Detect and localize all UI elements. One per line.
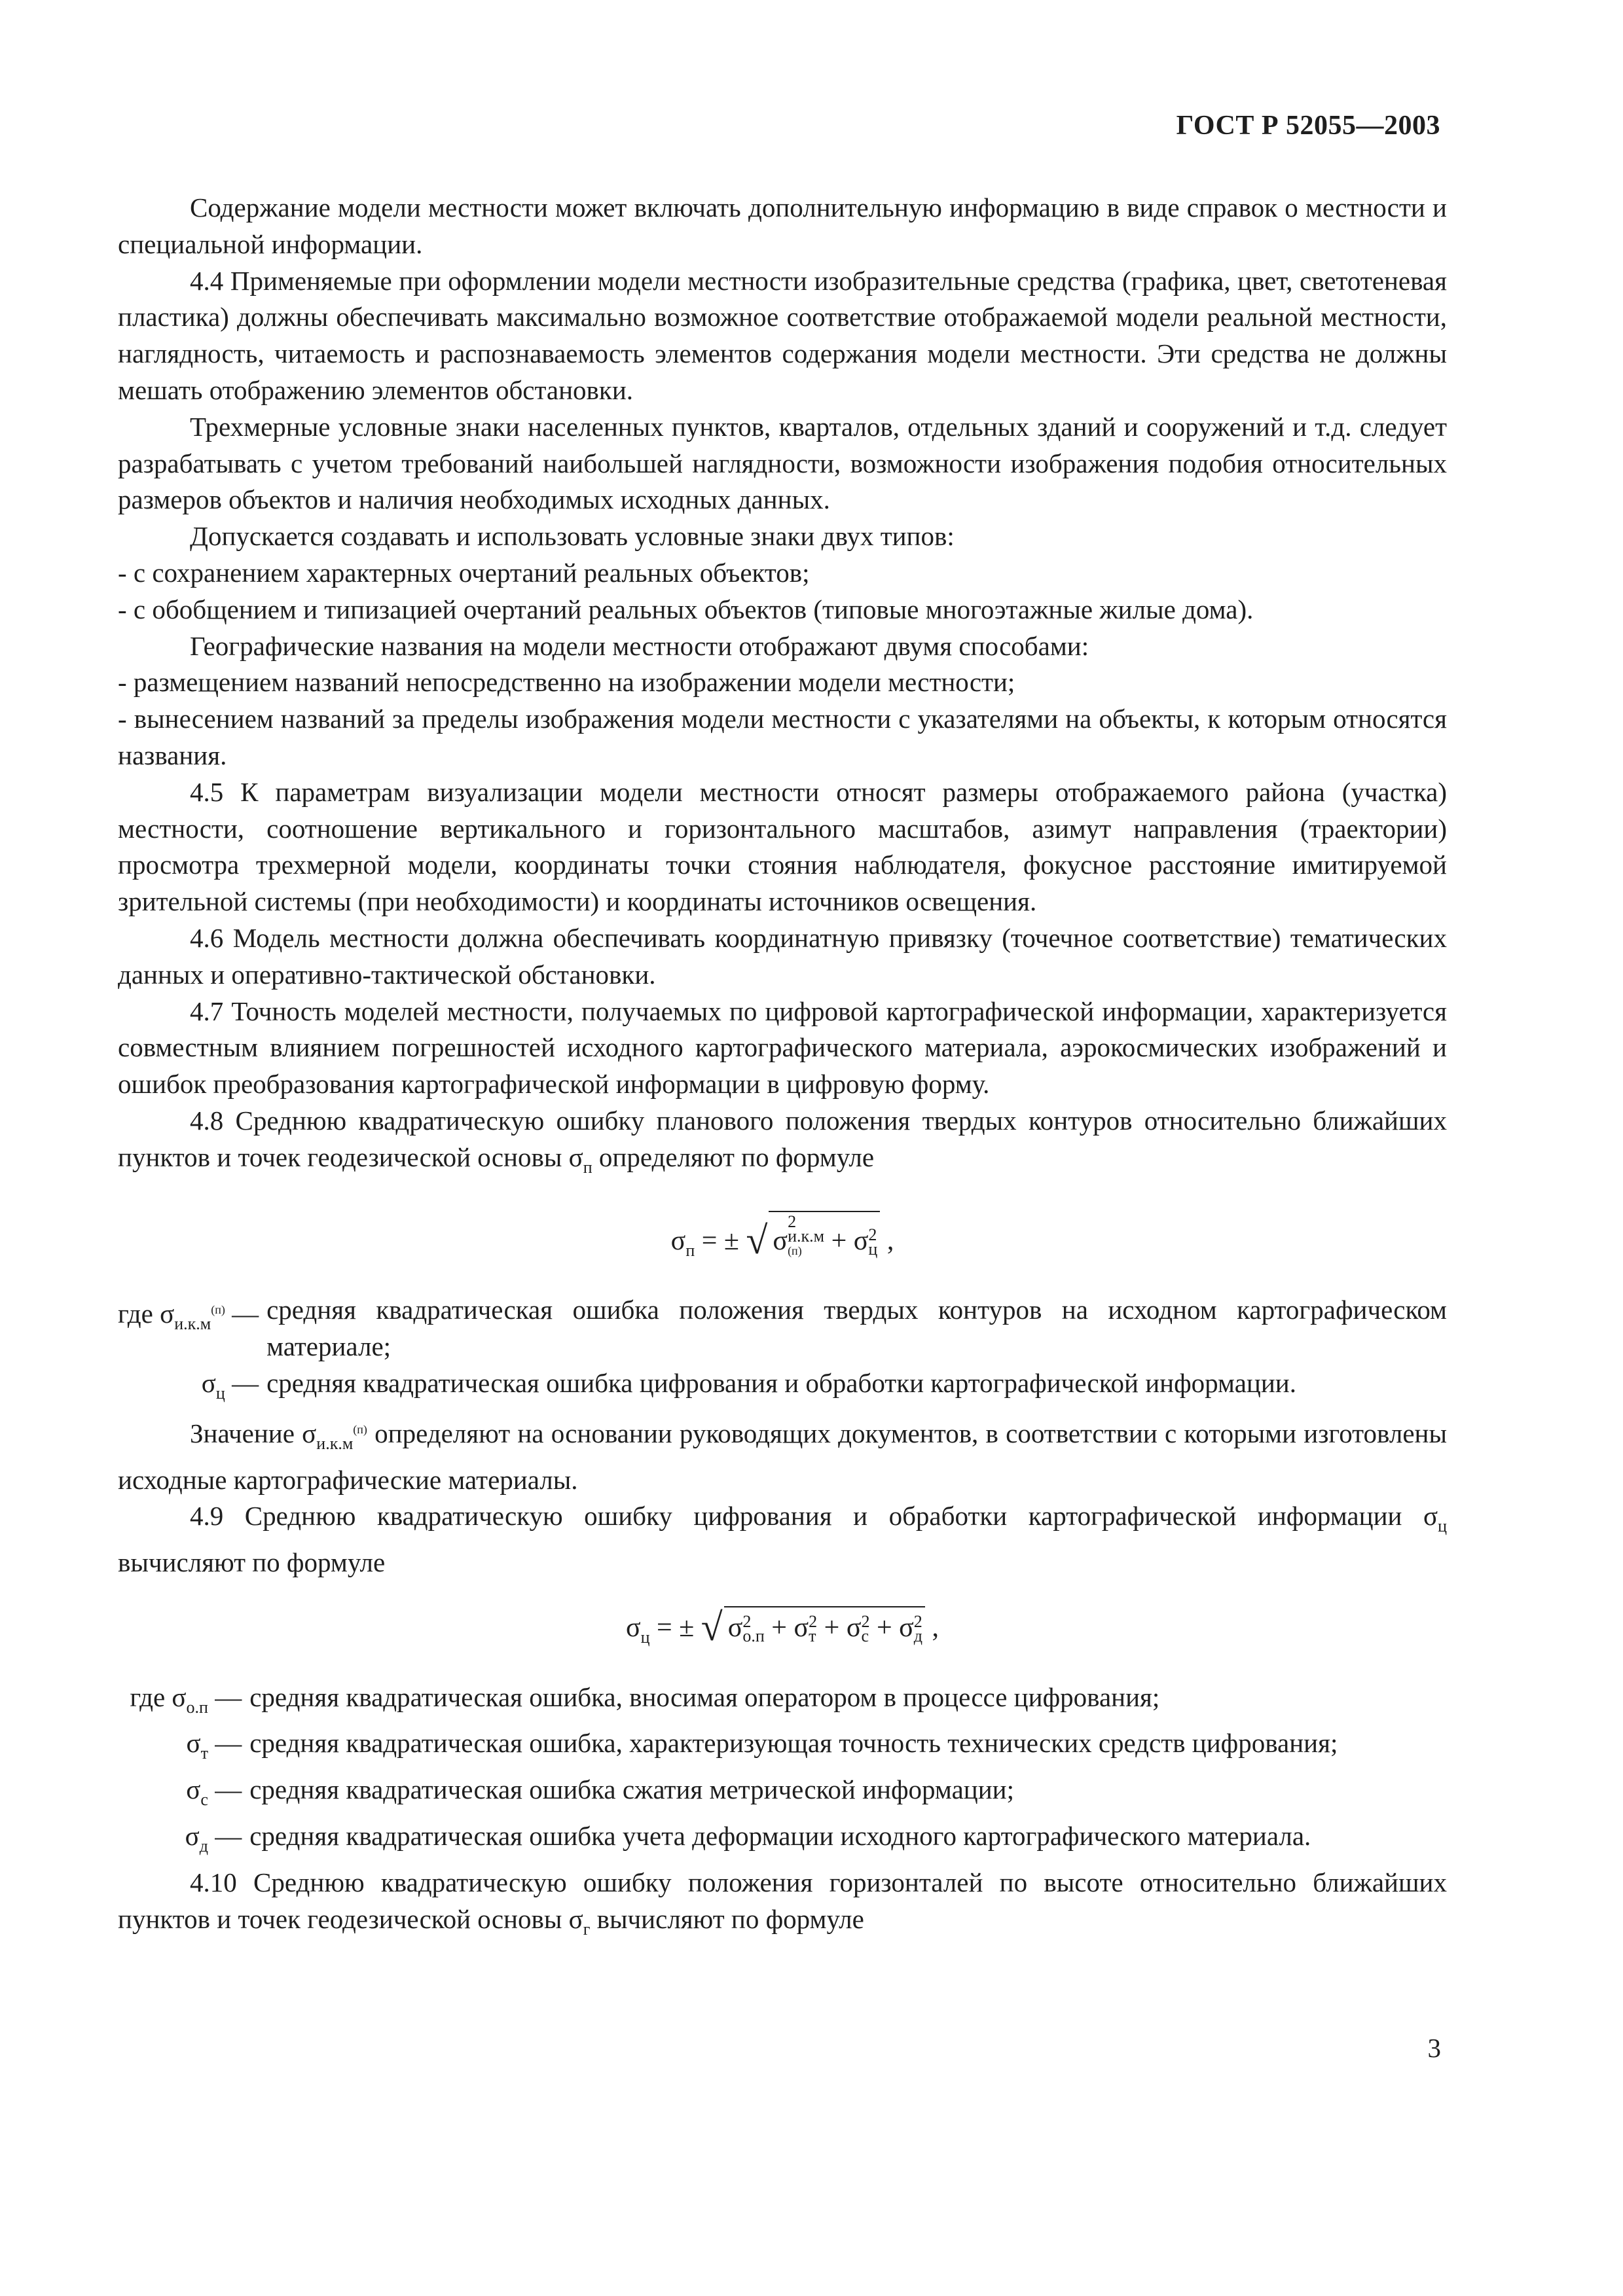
paragraph-4-7: 4.7 Точность моделей местности, получаемых по цифровой картографической информации, характеризуется совместным влиянием погрешностей исходного картографического материала, аэрокосмических изображений и ошибок преобразования картографической информации в цифровую форму. bbox=[118, 996, 1447, 1100]
page-number: 3 bbox=[1427, 2033, 1441, 2063]
paragraph: Допускается создавать и использовать условные знаки двух типов: bbox=[190, 521, 955, 552]
paragraph-4-4: 4.4 Применяемые при оформлении модели местности изобразительные средства (графика, цвет, светотеневая пластика) должны обеспечивать максимально возможное соответствие отображаемой модели реальной местности, наглядность, читаемость и распознаваемость элементов содержания модели местности. Эти средства не должны мешать отображению элементов обстановки. bbox=[118, 265, 1447, 405]
list-item: - вынесением названий за пределы изображения модели местности с указателями на объекты, к которым относятся названия. bbox=[118, 704, 1447, 770]
radicand: σ 2 и.к.м (п) + σ 2 ц bbox=[769, 1211, 880, 1260]
document-header: ГОСТ Р 52055—2003 bbox=[1176, 111, 1440, 141]
document-body bbox=[118, 190, 1447, 1947]
paragraph-4-5: 4.5 К параметрам визуализации модели местности относят размеры отображаемого района (участка) местности, соотношение вертикального и горизонтального масштабов, азимут направления (траектории) просмотра трехмерной модели, координаты точки стояния наблюдателя, фокусное расстояние имитируемой зрительной системы (при необходимости) и координаты источников освещения. bbox=[118, 776, 1447, 917]
definition-row: $\sigma_ц$ — средняя квадратическая ошибка цифрования и обработки картографической информации. bbox=[201, 1367, 1296, 1403]
definition-row: $\sigma_с$ — средняя квадратическая ошибка сжатия метрической информации; bbox=[186, 1774, 1014, 1810]
paragraph: Содержание модели местности может включать дополнительную информацию в виде справок о местности и специальной информации. bbox=[118, 192, 1447, 259]
formula-sigma-p: $\sigma_п$ = ± √ σ 2 и.к.м (п) + σ 2 ц , bbox=[670, 1211, 894, 1262]
paragraph: Географические названия на модели местности отображают двумя способами: bbox=[190, 630, 1089, 661]
definitions-formula-1 bbox=[118, 1292, 1447, 1411]
definition-row: где $\sigma_{о.п}$ — средняя квадратическая ошибка, вносимая оператором в процессе цифрования; bbox=[130, 1681, 1160, 1717]
list-item: - с сохранением характерных очертаний реальных объектов; bbox=[118, 557, 810, 588]
sqrt-icon: √ bbox=[746, 1218, 768, 1262]
paragraph-4-6: 4.6 Модель местности должна обеспечивать координатную привязку (точечное соответствие) тематических данных и оперативно-тактической обстановки. bbox=[118, 922, 1447, 990]
sqrt-icon: √ bbox=[701, 1605, 723, 1649]
formula-sigma-c: $\sigma_ц$ = ± √ σ 2 о.п + σ 2 т + σ 2 с + σ 2 д , bbox=[625, 1605, 939, 1649]
list-item: - с обобщением и типизацией очертаний реальных объектов (типовые многоэтажные жилые дома). bbox=[118, 594, 1254, 624]
definition-row: $\sigma_д$ — средняя квадратическая ошибка учета деформации исходного картографического материала. bbox=[185, 1821, 1311, 1856]
paragraph-value: Значение $\sigma_{и.к.м}^{(п)}$ определяют на основании руководящих документов, в соответствии с которыми изготовлены исходные картографические материалы. bbox=[118, 1418, 1448, 1495]
paragraph-4-9: 4.9 Среднюю квадратическую ошибку цифрования и обработки картографической информации $\sigma_ц$ вычисляют по формуле bbox=[118, 1501, 1447, 1578]
definition-row: $\sigma_т$ — средняя квадратическая ошибка, характеризующая точность технических средств цифрования; bbox=[186, 1728, 1338, 1763]
definition-row: где $\sigma_{и.к.м}^{(п)}$ — средняя квадратическая ошибка положения твердых контуров на исходном картографическом материале; bbox=[118, 1295, 1447, 1362]
paragraph: Трехмерные условные знаки населенных пунктов, кварталов, отдельных зданий и сооружений и т.д. следует разрабатывать с учетом требований наибольшей наглядности, возможности изображения подобия относительных размеров объектов и наличия необходимых исходных данных. bbox=[118, 411, 1447, 515]
list-item: - размещением названий непосредственно на изображении модели местности; bbox=[118, 667, 1015, 698]
paragraph-4-10: 4.10 Среднюю квадратическую ошибку положения горизонталей по высоте относительно ближайших пунктов и точек геодезической основы $\sigma_г$ вычисляют по формуле bbox=[118, 1867, 1447, 1939]
paragraph-4-8: 4.8 Среднюю квадратическую ошибку планового положения твердых контуров относительно ближайших пунктов и точек геодезической основы $\sigma_п$ определяют по формуле bbox=[118, 1105, 1447, 1177]
definitions-formula-2 bbox=[118, 1679, 1447, 1865]
radicand: σ 2 о.п + σ 2 т + σ 2 с + σ 2 д bbox=[724, 1606, 925, 1647]
